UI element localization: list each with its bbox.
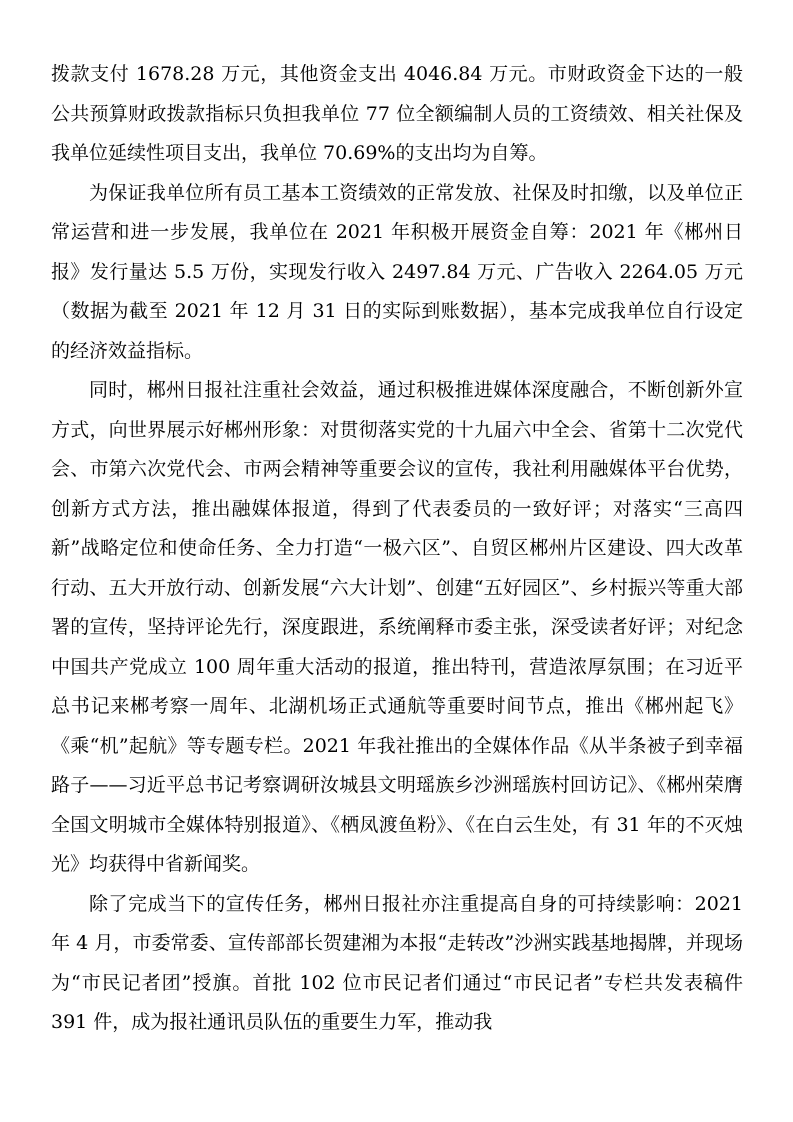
paragraph-social-benefits: 同时，郴州日报社注重社会效益，通过积极推进媒体深度融合，不断创新外宣方式，向世界展示好郴州形象：对贯彻落实党的十九届六中全会、省第十二次党代会、市第六次党代会、市两会精神等重要会议的宣传，我社利用融媒体平台优势，创新方式方法，推出融媒体报道，得到了代表委员的一致好评；对落实“三高四新”战略定位和使命任务、全力打造“一极六区”、自贸区郴州片区建设、四大改革行动、五大开放行动、创新发展“六大计划”、创建“五好园区”、乡村振兴等重大部署的宣传，坚持评论先行，深度跟进，系统阐释市委主张，深受读者好评；对纪念中国共产党成立 100 周年重大活动的报道，推出特刊，营造浓厚氛围；在习近平总书记来郴考察一周年、北湖机场正式通航等重要时间节点，推出《郴州起飞》《乘“机”起航》等专题专栏。2021 年我社推出的全媒体作品《从半条被子到幸福路子——习近平总书记考察调研汝城县文明瑶族乡沙洲瑶族村回访记》、《郴州荣膺全国文明城市全媒体特别报道》、《栖凤渡鱼粉》、《在白云生处，有 31 年的不灭烛光》均获得中省新闻奖。: [51, 379, 743, 875]
paragraph-sustainable-influence: 除了完成当下的宣传任务，郴州日报社亦注重提高自身的可持续影响：2021 年 4 月，市委常委、宣传部部长贺建湘为本报“走转改”沙洲实践基地揭牌，并现场为“市民记者团”授旗。首批 102 位市民记者们通过“市民记者”专栏共发表稿件 391 件，成为报社通讯员队伍的重要生力军，推动我: [51, 892, 743, 1033]
paragraph-funding-summary: 拨款支付 1678.28 万元，其他资金支出 4046.84 万元。市财政资金下达的一般公共预算财政拨款指标只负担我单位 77 位全额编制人员的工资绩效、相关社保及我单位延续性项目支出，我单位 70.69%的支出均为自筹。: [51, 63, 743, 164]
paragraph-self-financing: 为保证我单位所有员工基本工资绩效的正常发放、社保及时扣缴，以及单位正常运营和进一步发展，我单位在 2021 年积极开展资金自筹：2021 年《郴州日报》发行量达 5.5 万份，实现发行收入 2497.84 万元、广告收入 2264.05 万元（数据为截至 2021 年 12 月 31 日的实际到账数据），基本完成我单位自行设定的经济效益指标。: [51, 181, 743, 362]
body-text: [51, 55, 743, 1043]
